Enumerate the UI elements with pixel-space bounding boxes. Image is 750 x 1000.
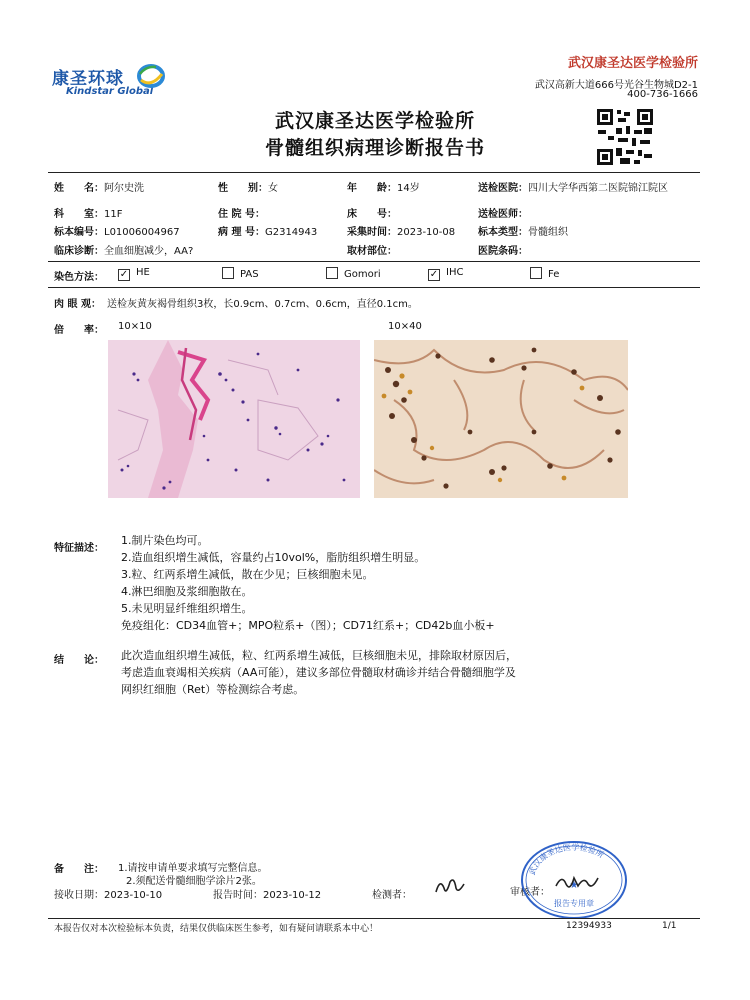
doctor-field: 送检医师：: [478, 209, 528, 220]
stain-option-pas[interactable]: PAS: [222, 267, 259, 280]
company-logo: [52, 58, 172, 103]
feature-line-ihc: 免疫组化：CD34血管+；MPO粒系+（图）；CD71红系+；CD42b血小板+: [121, 619, 495, 632]
feature-line-5: 5.未见明显纤维组织增生。: [121, 602, 253, 615]
stain-option-he[interactable]: ✓ HE: [119, 267, 150, 280]
disclaimer: 本报告仅对本次检验标本负责，结果仅供临床医生参考，如有疑问请联系本中心！: [54, 924, 379, 934]
logo-en-text: Kindstar Global: [66, 86, 154, 97]
divider: [48, 287, 700, 288]
clinical-dx-field: 临床诊断：全血细胞减少，AA?: [54, 246, 194, 257]
checkbox-he[interactable]: ✓: [119, 269, 129, 280]
site-field: 取材部位：: [347, 246, 397, 257]
age-field: 年 龄：14岁: [347, 183, 420, 194]
magnification-label: 倍 率：: [54, 325, 104, 336]
report-number: 12394933: [566, 921, 612, 931]
divider: [48, 172, 700, 173]
stain-label: 染色方法：: [54, 272, 104, 283]
received-field: 接收日期：2023-10-10: [54, 890, 163, 901]
hospital-field: 送检医院：四川大学华西第二医院锦江院区: [478, 183, 668, 194]
features-label: 特征描述：: [54, 543, 104, 554]
stain-option-fe[interactable]: Fe: [530, 267, 559, 280]
stain-option-ihc[interactable]: ✓ IHC: [429, 267, 464, 280]
magnification-left: 10×10: [118, 321, 152, 332]
inpatient-field: 住 院 号：: [218, 209, 265, 220]
divider: [48, 918, 700, 919]
page-number: 1/1: [662, 921, 677, 931]
collect-time-field: 采集时间：2023-10-08: [347, 227, 456, 238]
logo-ring-icon: [136, 62, 166, 90]
stamp-top-text: 武汉康圣达医学检验所: [527, 842, 606, 877]
checkbox-pas[interactable]: [222, 267, 234, 279]
stain-option-gomori[interactable]: Gomori: [326, 267, 381, 280]
stamp-bottom-text: 报告专用章: [554, 899, 594, 908]
checkbox-ihc[interactable]: ✓: [429, 269, 439, 280]
magnification-right: 10×40: [388, 321, 422, 332]
note-line-1: 1.请按申请单要求填写完整信息。: [118, 863, 268, 874]
logo-cn-text: 康圣环球: [52, 69, 124, 89]
ihc-micrograph: [374, 340, 628, 498]
svg-text:★: ★: [569, 880, 579, 891]
bed-field: 床 号：: [347, 209, 397, 220]
gross-field: 肉 眼 观： 送检灰黄灰褐骨组织3枚，长0.9cm、0.7cm、0.6cm，直径0.1cm。: [54, 299, 418, 310]
pathology-no-field: 病 理 号：G2314943: [218, 227, 318, 238]
report-time-field: 报告时间：2023-10-12: [213, 890, 322, 901]
sex-field: 性 别：女: [218, 183, 278, 194]
feature-line-1: 1.制片染色均可。: [121, 534, 209, 547]
lab-name: 武汉康圣达医学检验所: [567, 56, 698, 71]
lab-phone: 400-736-1666: [627, 89, 698, 100]
conclusion-line-3: 网织红细胞（Ret）等检测综合考虑。: [121, 683, 305, 696]
conclusion-label: 结 论：: [54, 655, 104, 666]
checkbox-fe[interactable]: [530, 267, 542, 279]
feature-line-4: 4.淋巴细胞及浆细胞散在。: [121, 585, 253, 598]
reviewer-signature: [554, 872, 600, 894]
barcode-field: 医院条码：: [478, 246, 528, 257]
notes-label: 备 注：: [54, 864, 104, 875]
feature-line-2: 2.造血组织增生减低，容量约占10vol%，脂肪组织增生明显。: [121, 551, 426, 564]
name-field: 姓 名：阿尔史洗: [54, 183, 144, 194]
specimen-type-field: 标本类型：骨髓组织: [478, 227, 568, 238]
feature-line-3: 3.粒、红两系增生减低，散在少见；巨核细胞未见。: [121, 568, 374, 581]
report-subtitle: 骨髓组织病理诊断报告书: [264, 137, 485, 159]
report-title: 武汉康圣达医学检验所: [274, 110, 475, 132]
he-micrograph: [108, 340, 360, 498]
lab-address: 武汉高新大道666号光谷生物城D2-1: [534, 80, 698, 91]
conclusion-line-1: 此次造血组织增生减低，粒、红两系增生减低，巨核细胞未见，排除取材原因后，: [121, 649, 517, 662]
dept-field: 科 室：11F: [54, 209, 123, 220]
reviewer-label: 审核者：: [510, 887, 550, 898]
specimen-no-field: 标本编号：L01006004967: [54, 227, 180, 238]
divider: [48, 261, 700, 262]
conclusion-line-2: 考虑造血衰竭相关疾病（AA可能），建议多部位骨髓取材确诊并结合骨髓细胞学及: [121, 666, 516, 679]
checkbox-gomori[interactable]: [326, 267, 338, 279]
tester-label: 检测者：: [372, 890, 412, 901]
qr-code-icon: [596, 108, 654, 166]
tester-signature: [432, 874, 468, 898]
note-line-2: 2.须配送骨髓细胞学涂片2张。: [126, 876, 262, 887]
